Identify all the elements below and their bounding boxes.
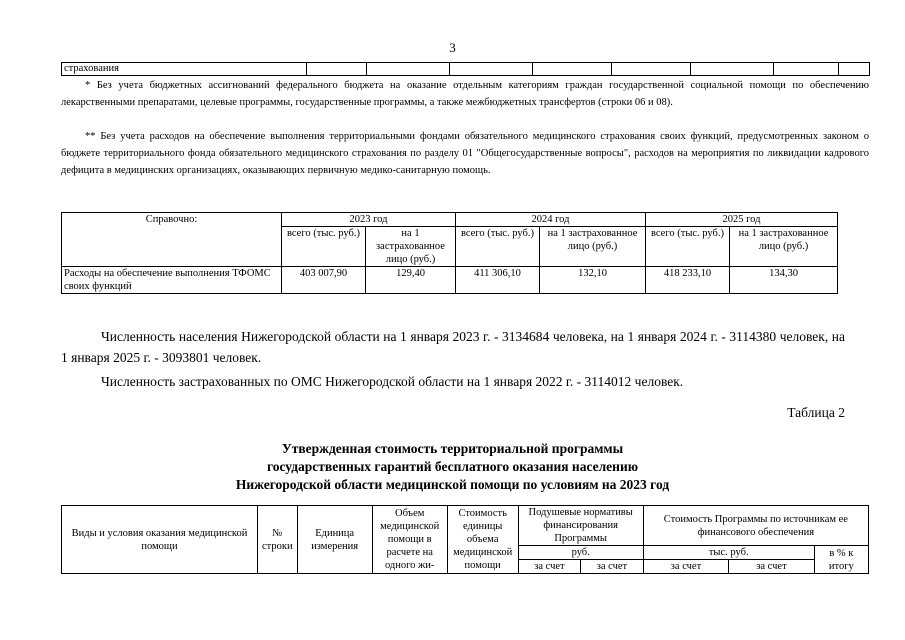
reference-header-label: Справочно:: [62, 213, 282, 267]
col-per-insured: на 1 застрахованное лицо (руб.): [366, 227, 456, 267]
header-unit: Единица измерения: [297, 506, 372, 574]
header-thous-rub: тыс. руб.: [643, 546, 814, 560]
header-unit-cost: Стоимость единицы объема медицинской помощи: [447, 506, 518, 574]
col-total: всего (тыс. руб.): [456, 227, 540, 267]
value-cell: 134,30: [730, 267, 838, 294]
value-cell: 129,40: [366, 267, 456, 294]
col-per-insured: на 1 застрахованное лицо (руб.): [540, 227, 646, 267]
value-cell: 411 306,10: [456, 267, 540, 294]
title-line-2: государственных гарантий бесплатного оказания населению: [266, 459, 639, 474]
reference-row-label: Расходы на обеспечение выполнения ТФОМС своих функций: [62, 267, 282, 294]
value-cell: 132,10: [540, 267, 646, 294]
header-by-account: за счет: [581, 560, 644, 574]
year-2023: 2023 год: [282, 213, 456, 227]
value-cell: 418 233,10: [646, 267, 730, 294]
header-rub: руб.: [518, 546, 643, 560]
title-line-3: Нижегородской области медицинской помощи по условиям на 2023 год: [235, 477, 670, 492]
col-total: всего (тыс. руб.): [646, 227, 730, 267]
value-cell: 403 007,90: [282, 267, 366, 294]
title-line-1: Утвержденная стоимость территориальной программы: [281, 441, 624, 456]
footnote-2: ** Без учета расходов на обеспечение выполнения территориальными фондами обязательного медицинского страхования своих функций, предусмотренных законом о бюджете территориального фонда обязательного медицинского страхования по разделу 01 "Общегосударственные вопросы", расходов на мероприятия по ликвидации кадрового дефицита в медицинских организациях, оказывающих первичную медико-санитарную помощь.: [61, 131, 869, 176]
header-by-account: за счет: [729, 560, 814, 574]
year-2025: 2025 год: [646, 213, 838, 227]
page-number: 3: [449, 40, 456, 55]
header-pct: в % к итогу: [814, 546, 868, 574]
table-2-header: [61, 505, 869, 574]
header-volume: Объем медицинской помощи в расчете на одного жи-: [372, 506, 447, 574]
col-total: всего (тыс. руб.): [282, 227, 366, 267]
header-by-account: за счет: [643, 560, 728, 574]
header-program-cost: Стоимость Программы по источникам ее финансового обеспечения: [643, 506, 868, 546]
reference-table: [61, 212, 838, 294]
header-types: Виды и условия оказания медицинской помощи: [62, 506, 258, 574]
header-row-no: № строки: [258, 506, 298, 574]
header-per-capita: Подушевые нормативы финансирования Программы: [518, 506, 643, 546]
insured-paragraph: Численность застрахованных по ОМС Нижегородской области на 1 января 2022 г. - 3114012 человек.: [101, 374, 684, 389]
footnote-1: * Без учета бюджетных ассигнований федерального бюджета на оказание отдельным категориям граждан государственной социальной помощи по обеспечению лекарственными препаратами, целевые программы, государственные программы, а также межбюджетных трансфертов (строки 06 и 08).: [61, 80, 869, 108]
header-by-account: за счет: [518, 560, 581, 574]
col-per-insured: на 1 застрахованное лицо (руб.): [730, 227, 838, 267]
table-2-label: Таблица 2: [787, 405, 845, 420]
year-2024: 2024 год: [456, 213, 646, 227]
population-paragraph: Численность населения Нижегородской области на 1 января 2023 г. - 3134684 человека, на 1 января 2024 г. - 3114380 человек, на 1 января 2025 г. - 3093801 человек.: [61, 329, 845, 365]
top-table-fragment: [61, 62, 870, 76]
table-2-title: [0, 440, 905, 494]
top-table-row-label: страхования: [62, 63, 307, 76]
